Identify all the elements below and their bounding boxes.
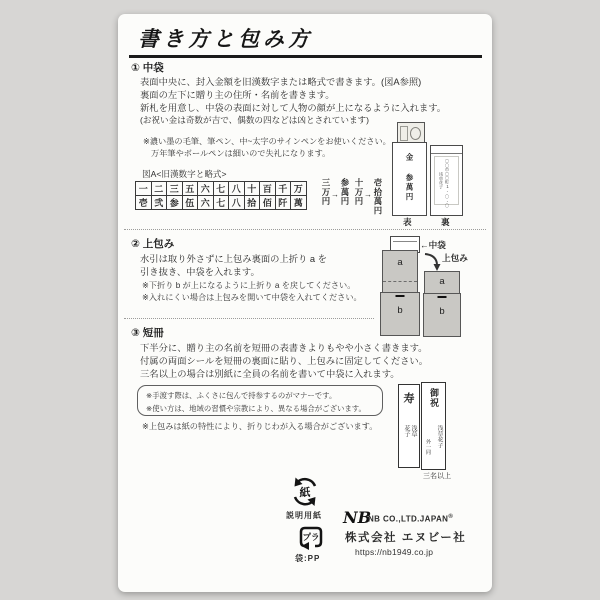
figure-a-label: 図A<旧漢数字と略式> xyxy=(142,169,227,179)
section-divider xyxy=(124,318,374,319)
paper-recycle-icon xyxy=(290,476,320,508)
section1-line: 新札を用意し、中袋の表面に対して人物の顔が上になるように入れます。 xyxy=(140,103,447,113)
numeral-cell: 万 xyxy=(291,182,307,196)
envelope-back-flap-line xyxy=(431,153,462,154)
section1-line: (お祝い金は奇数が吉で、偶数の四などは凶とされています) xyxy=(140,115,369,125)
tanzaku-name: 浅草花子 xyxy=(403,425,416,437)
numeral-cell: 八 xyxy=(229,196,245,210)
tanzaku-oiwai xyxy=(421,382,446,470)
envelope-front xyxy=(392,142,427,216)
svg-text:紙: 紙 xyxy=(299,487,311,499)
company-name-jp: 株式会社 エヌビー社 xyxy=(345,532,467,544)
envelope-back-caption: 裏 xyxy=(441,217,450,227)
numeral-cell: 一 xyxy=(136,182,152,196)
inner-envelope-edge xyxy=(393,241,417,242)
fold-line-dashed xyxy=(383,281,417,282)
numeral-cell: 参 xyxy=(167,196,183,210)
amount-formal: 参萬円 xyxy=(340,178,350,207)
amount-plain: 三万円 xyxy=(321,178,331,207)
title-underline xyxy=(129,55,482,58)
amount-example xyxy=(321,178,349,206)
nakabukuro-label: ←中袋 xyxy=(420,240,446,250)
banknote-portrait xyxy=(410,127,421,140)
right-arrow-icon: → xyxy=(364,190,372,199)
numeral-cell: 萬 xyxy=(291,196,307,210)
right-arrow-icon: → xyxy=(331,190,339,199)
boxed-note: ※手渡す際は、ふくさに包んで持参するのがマナーです。 xyxy=(146,391,337,400)
section1-line: 表面中央に、封入金額を旧漢数字または略式で書きます。(図A参照) xyxy=(140,77,422,87)
wrap-left-fold-b xyxy=(380,292,420,336)
numeral-cell: 六 xyxy=(198,196,214,210)
fold-b-letter: b xyxy=(397,305,403,316)
section1-note: 万年筆やボールペンは細いので失礼になります。 xyxy=(151,149,331,158)
section2-note: ※下折り b が上になるように上折り a を戻してください。 xyxy=(142,281,356,290)
fold-b-letter: b xyxy=(439,306,445,317)
numeral-cell: 佰 xyxy=(260,196,276,210)
boxed-note: ※使い方は、地域の習慣や宗教により、異なる場合がございます。 xyxy=(146,404,366,413)
section3-extra-note: ※上包みは紙の特性により、折りじわが入る場合がございます。 xyxy=(142,422,378,431)
sender-address: 〇〇市〇〇町1-〇-〇 xyxy=(445,159,450,208)
section2-note: ※入れにくい場合は上包みを開いて中袋を入れてください。 xyxy=(142,293,362,302)
numeral-cell: 七 xyxy=(213,182,229,196)
fold-a-letter: a xyxy=(439,276,445,287)
section3-line: 三名以上の場合は別紙に全員の名前を書いて中袋に入れます。 xyxy=(140,369,400,379)
plastic-mark-label: 袋:PP xyxy=(295,554,321,563)
numeral-cell: 百 xyxy=(260,182,276,196)
numeral-cell: 三 xyxy=(167,182,183,196)
amount-plain: 十万円 xyxy=(354,178,364,207)
numeral-cell: 八 xyxy=(229,182,245,196)
page-title: 書き方と包み方 xyxy=(138,26,313,51)
amount-example xyxy=(354,178,382,216)
numeral-cell: 阡 xyxy=(275,196,291,210)
fold-a-letter: a xyxy=(397,257,403,268)
section3-line: 付属の両面シールを短冊の裏面に貼り、上包みに固定してください。 xyxy=(140,356,429,366)
plastic-recycle-icon xyxy=(296,523,326,551)
manner-note-box xyxy=(137,385,383,416)
numeral-row-formal xyxy=(136,196,307,210)
numeral-cell: 壱 xyxy=(136,196,152,210)
section2-line: 引き抜き、中袋を入れます。 xyxy=(140,267,260,277)
tanzaku-name-suffix: 外一同 xyxy=(425,439,431,455)
company-name-en xyxy=(368,514,453,524)
numeral-cell: 弐 xyxy=(151,196,167,210)
company-en-text: NB CO.,LTD.JAPAN xyxy=(368,514,449,524)
svg-text:プラ: プラ xyxy=(302,532,320,542)
wrap-right-fold-b xyxy=(423,293,461,337)
tanzaku-title: 寿 xyxy=(403,392,415,405)
section3-heading: ③ 短冊 xyxy=(131,327,164,339)
envelope-front-caption: 表 xyxy=(403,217,412,227)
numeral-cell: 七 xyxy=(213,196,229,210)
numeral-cell: 二 xyxy=(151,182,167,196)
section-divider xyxy=(124,229,486,230)
fold-b-mark xyxy=(396,295,405,297)
wrap-left-fold-a xyxy=(382,250,418,295)
curved-arrow-icon xyxy=(423,252,441,272)
tanzaku-kotobuki xyxy=(398,384,420,468)
amount-examples xyxy=(321,178,382,216)
amount-formal: 壱拾萬円 xyxy=(373,178,383,216)
instruction-sheet xyxy=(118,14,492,592)
paper-mark-label: 説明用紙 xyxy=(286,511,322,520)
numeral-row-standard xyxy=(136,182,307,196)
section1-heading: ① 中袋 xyxy=(131,62,164,74)
numeral-cell: 十 xyxy=(244,182,260,196)
registered-mark: ® xyxy=(448,514,454,520)
envelope-front-inscription: 金 参萬円 xyxy=(405,153,414,202)
numeral-cell: 伍 xyxy=(182,196,198,210)
company-url: https://nb1949.co.jp xyxy=(355,547,434,557)
banknote-pattern xyxy=(400,126,408,141)
tanzaku-caption: 三名以上 xyxy=(423,473,451,480)
numeral-cell: 拾 xyxy=(244,196,260,210)
numeral-table xyxy=(135,181,307,210)
section2-heading: ② 上包み xyxy=(131,238,175,250)
sender-name: 浅草花子 xyxy=(439,172,444,189)
numeral-cell: 六 xyxy=(198,182,214,196)
nb-logo: NB xyxy=(343,508,372,527)
section1-line: 裏面の左下に贈り主の住所・名前を書きます。 xyxy=(140,90,335,100)
tanzaku-name: 浅草花子 xyxy=(436,425,442,449)
uwazutsumi-label: 上包み xyxy=(442,253,468,263)
tanzaku-title: 御祝 xyxy=(428,388,438,408)
envelope-back xyxy=(430,145,463,216)
section3-line: 下半分に、贈り主の名前を短冊の表書きよりもやや小さく書きます。 xyxy=(140,343,428,353)
fold-b-mark xyxy=(438,296,447,298)
numeral-cell: 千 xyxy=(275,182,291,196)
numeral-cell: 五 xyxy=(182,182,198,196)
section1-note: ※濃い墨の毛筆、筆ペン、中~太字のサインペンをお使いください。 xyxy=(143,137,391,146)
section2-line: 水引は取り外さずに上包み裏面の上折り a を xyxy=(140,254,327,264)
wrap-right-fold-a xyxy=(424,271,460,295)
